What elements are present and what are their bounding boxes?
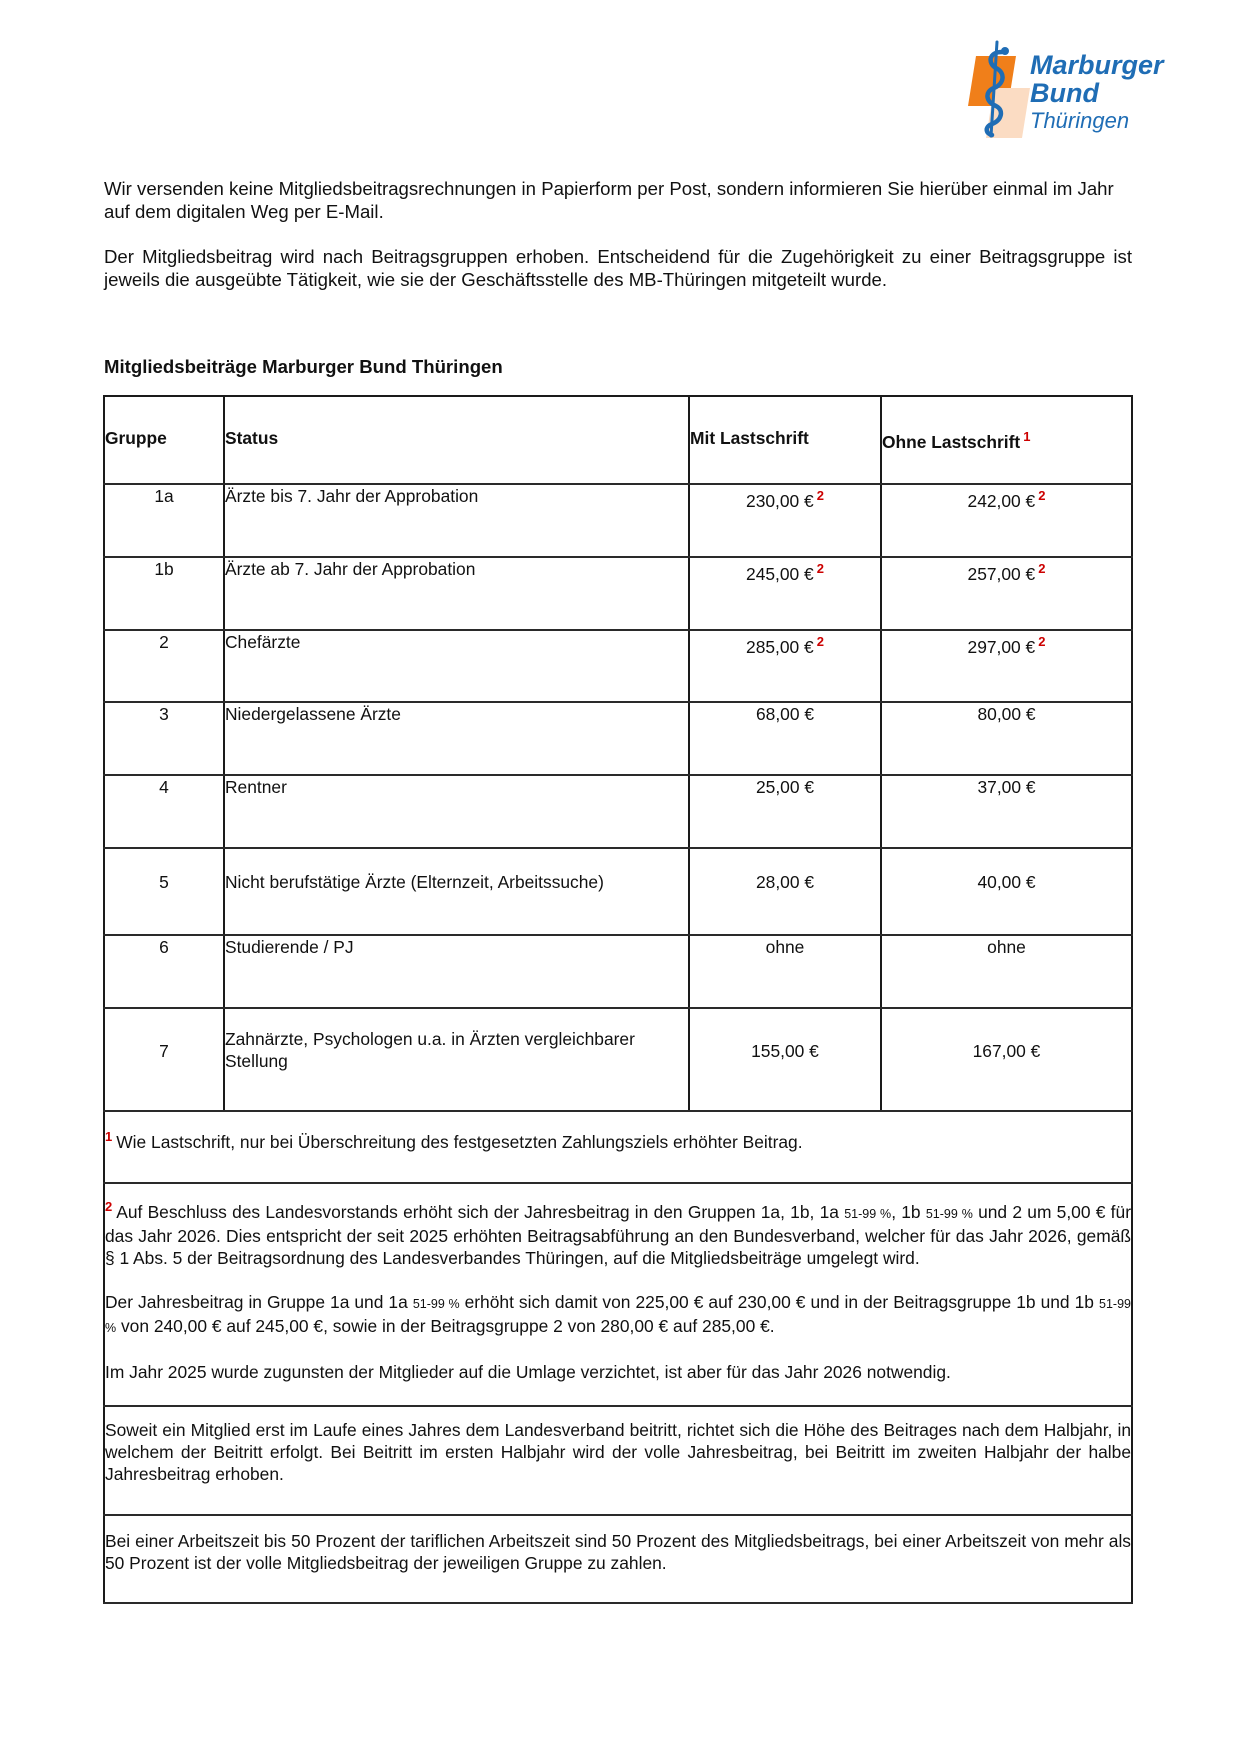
- cell-ohne-lastschrift: 257,00 € $^2$: [881, 557, 1132, 630]
- cell-ohne-lastschrift: 37,00 €: [881, 775, 1132, 848]
- intro-paragraph-groups: Der Mitgliedsbeitrag wird nach Beitragsgruppen erhoben. Entscheidend für die Zugehörigkeit zu einer Beitragsgruppe ist jeweils die ausgeübte Tätigkeit, wie sie der Geschäftsstelle des MB-Thüringen mitgeteilt wurde.: [104, 246, 1132, 290]
- cell-gruppe: 3: [104, 702, 224, 775]
- logo-graphic: [958, 38, 1168, 143]
- table-row: [104, 702, 1132, 775]
- cell-status: Ärzte bis 7. Jahr der Approbation: [224, 484, 689, 557]
- footnote-2-row: [104, 1183, 1132, 1406]
- cell-mit-lastschrift: 230,00 € $^2$: [689, 484, 881, 557]
- logo-line-bund: Bund: [1030, 78, 1099, 108]
- section-title: Mitgliedsbeiträge Marburger Bund Thüringen: [104, 356, 503, 377]
- footnote-1: [104, 1111, 1132, 1183]
- cell-mit-lastschrift: 28,00 €: [689, 848, 881, 935]
- note-halbjahr: Soweit ein Mitglied erst im Laufe eines Jahres dem Landesverband beitritt, richtet sich die Höhe des Beitrages nach dem Halbjahr, in welchem der Beitritt erfolgt. Bei Beitritt im ersten Halbjahr wird der volle Jahresbeitrag, bei Beitritt im zweiten Halbjahr der halbe Jahresbeitrag erhoben.: [104, 1406, 1132, 1515]
- cell-ohne-lastschrift: ohne: [881, 935, 1132, 1008]
- cell-mit-lastschrift: ohne: [689, 935, 881, 1008]
- cell-status: Niedergelassene Ärzte: [224, 702, 689, 775]
- cell-gruppe: 1a: [104, 484, 224, 557]
- footnote-1-row: [104, 1111, 1132, 1183]
- cell-status: Zahnärzte, Psychologen u.a. in Ärzten vergleichbarer Stellung: [224, 1008, 689, 1111]
- footnote-marker: 1: [105, 1129, 113, 1144]
- cell-mit-lastschrift: 155,00 €: [689, 1008, 881, 1111]
- footnote-marker: 2: [816, 488, 824, 503]
- cell-status: Studierende / PJ: [224, 935, 689, 1008]
- note-arbeitszeit: Bei einer Arbeitszeit bis 50 Prozent der tariflichen Arbeitszeit sind 50 Prozent des Mitgliedsbeitrags, bei einer Arbeitszeit von mehr als 50 Prozent ist der volle Mitgliedsbeitrag der jeweiligen Gruppe zu zahlen.: [104, 1515, 1132, 1603]
- cell-gruppe: 5: [104, 848, 224, 935]
- table-row: [104, 557, 1132, 630]
- logo-line-marburger: Marburger: [1030, 50, 1164, 80]
- footnote-2-paragraph-2: Der Jahresbeitrag in Gruppe 1a und 1a 51-99 % erhöht sich damit von 225,00 € auf 230,00 € und in der Beitragsgruppe 1b und 1b 51-99 % von 240,00 € auf 245,00 €, sowie in der Beitragsgruppe 2 von 280,00 € auf 285,00 €.: [105, 1292, 1131, 1336]
- cell-status: Chefärzte: [224, 630, 689, 702]
- note-halbjahr-row: [104, 1406, 1132, 1515]
- footnote-2-paragraph-1: $^2$ Auf Beschluss des Landesvorstands erhöht sich der Jahresbeitrag in den Gruppen 1a, 1b, 1a 51-99 %, 1b 51-99 % und 2 um 5,00 € für das Jahr 2026. Dies entspricht der seit 2025 erhöhten Beitragsabführung an den Bundesverband, welcher für das Jahr 2026, gemäß § 1 Abs. 5 der Beitragsordnung des Landesverbandes Thüringen, auf die Mitgliedsbeiträge umgelegt wird.: [105, 1199, 1131, 1268]
- cell-status: Nicht berufstätige Ärzte (Elternzeit, Arbeitssuche): [224, 848, 689, 935]
- header-status: Status: [224, 396, 689, 484]
- cell-mit-lastschrift: 245,00 € $^2$: [689, 557, 881, 630]
- fee-table: [103, 395, 1133, 1604]
- footnote-marker: 2: [1038, 561, 1046, 576]
- cell-ohne-lastschrift: 167,00 €: [881, 1008, 1132, 1111]
- cell-status: Rentner: [224, 775, 689, 848]
- cell-ohne-lastschrift: 297,00 € $^2$: [881, 630, 1132, 702]
- footnote-1-text: Wie Lastschrift, nur bei Überschreitung des festgesetzten Zahlungsziels erhöhter Beitrag.: [116, 1132, 803, 1152]
- footnote-2-paragraph-3: Im Jahr 2025 wurde zugunsten der Mitglieder auf die Umlage verzichtet, ist aber für das Jahr 2026 notwendig.: [105, 1362, 951, 1382]
- cell-gruppe: 6: [104, 935, 224, 1008]
- logo-line-thueringen: Thüringen: [1030, 108, 1130, 133]
- footnote-marker: 2: [1038, 634, 1046, 649]
- cell-ohne-lastschrift: 80,00 €: [881, 702, 1132, 775]
- table-row: [104, 775, 1132, 848]
- cell-ohne-lastschrift: 40,00 €: [881, 848, 1132, 935]
- cell-gruppe: 2: [104, 630, 224, 702]
- footnote-marker: 1: [1023, 429, 1031, 444]
- cell-mit-lastschrift: 285,00 € $^2$: [689, 630, 881, 702]
- table-header-row: [104, 396, 1132, 484]
- cell-mit-lastschrift: 25,00 €: [689, 775, 881, 848]
- cell-status: Ärzte ab 7. Jahr der Approbation: [224, 557, 689, 630]
- table-row: [104, 484, 1132, 557]
- table-row: [104, 1008, 1132, 1111]
- cell-gruppe: 4: [104, 775, 224, 848]
- header-mit-lastschrift: Mit Lastschrift: [689, 396, 881, 484]
- note-arbeitszeit-row: [104, 1515, 1132, 1603]
- intro-paragraph-email: Wir versenden keine Mitgliedsbeitragsrechnungen in Papierform per Post, sondern informieren Sie hierüber einmal im Jahr auf dem digitalen Weg per E-Mail.: [104, 178, 1114, 222]
- footnote-marker: 2: [1038, 488, 1046, 503]
- header-ohne-lastschrift: Ohne Lastschrift $^1$: [881, 396, 1132, 484]
- marburger-bund-logo: [958, 38, 1168, 143]
- cell-gruppe: 7: [104, 1008, 224, 1111]
- cell-ohne-lastschrift: 242,00 € $^2$: [881, 484, 1132, 557]
- table-row: [104, 630, 1132, 702]
- table-row: [104, 935, 1132, 1008]
- footnote-marker: 2: [816, 634, 824, 649]
- table-row: [104, 848, 1132, 935]
- footnote-marker: 2: [105, 1199, 113, 1214]
- footnote-marker: 2: [816, 561, 824, 576]
- footnote-2: [104, 1183, 1132, 1406]
- header-gruppe: Gruppe: [104, 396, 224, 484]
- cell-mit-lastschrift: 68,00 €: [689, 702, 881, 775]
- cell-gruppe: 1b: [104, 557, 224, 630]
